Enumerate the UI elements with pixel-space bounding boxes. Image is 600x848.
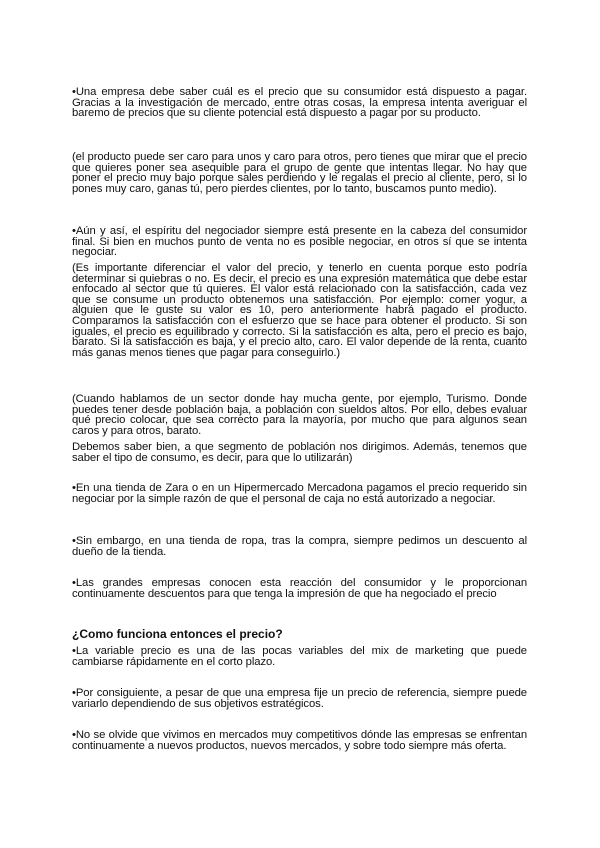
paragraph-competitive-markets: •No se olvide que vivimos en mercados muy competitivos dónde las empresas se enfrentan continuamente a nuevos productos, nuevos mercados, y sobre todo siempre más oferta. [72, 729, 527, 752]
paragraph-negotiator-spirit: •Aún y así, el espíritu del negociador siempre está presente en la cabeza del consumidor final. Si bien en muchos punto de venta no es posible negociar, en otros sí que se intenta negociar. [72, 225, 527, 259]
section-heading: ¿Como funciona entonces el precio? [72, 627, 283, 641]
paragraph-price-willingness: •Una empresa debe saber cuál es el precio que su consumidor está dispuesto a pagar. Gracias a la investigación de mercado, entre otras cosas, la empresa intenta averiguar el baremo de precios que su cliente potencial está dispuesto a pagar por su producto. [72, 86, 527, 120]
paragraph-reference-price: •Por consiguiente, a pesar de que una empresa fije un precio de referencia, siempre puede variarlo dependiendo de sus objetivos estratégicos. [72, 687, 527, 710]
paragraph-population-segment: Debemos saber bien, a que segmento de población nos dirigimos. Además, tenemos que saber el tipo de consumo, es decir, para que lo utilizarán) [72, 441, 527, 464]
paragraph-tourism-example: (Cuando hablamos de un sector donde hay mucha gente, por ejemplo, Turismo. Donde puedes tener desde población baja, a población con sueldos altos. Por ello, debes evaluar qué precio colocar, que sea correcto para la mayoría, por mucho que para algunos sean caros y para otros, barato. [72, 393, 527, 437]
paragraph-price-variable: •La variable precio es una de las pocas variables del mix de marketing que puede cambiarse rápidamente en el corto plazo. [72, 645, 527, 668]
paragraph-clothing-store-discount: •Sin embargo, en una tienda de ropa, tras la compra, siempre pedimos un descuento al dueño de la tienda. [72, 535, 527, 558]
paragraph-large-companies-discounts: •Las grandes empresas conocen esta reacción del consumidor y le proporcionan continuamente descuentos para que tenga la impresión de que ha negociado el precio [72, 577, 527, 600]
paragraph-value-vs-price: (Es importante diferenciar el valor del precio, y tenerlo en cuenta porque esto podría determinar si quiebras o no. Es decir, el precio es una expresión matemática que debe estar enfocado al sector que tú quieres. El valor está relacionado con la satisfacción, cada vez que se consume un producto obtenemos una satisfacción. Por ejemplo: comer yogur, a alguien que le guste su valor es 10, pero anteriormente habrá pagado el producto. Comparamos la satisfacción con el esfuerzo que se hace para obtener el producto. Si son iguales, el precio es equilibrado y correcto. Si la satisfacción es alta, pero el precio es bajo, barato. Si la satisfacción es baja, y el precio alto, caro. El valor depende de la renta, cuanto más ganas menos tienes que pagar para conseguirlo.) [72, 262, 527, 359]
paragraph-affordable-price-note: (el producto puede ser caro para unos y caro para otros, pero tienes que mirar que el precio que quieres poner sea asequible para el grupo de gente que intentas llegar. No hay que poner el precio muy bajo porque sales perdiendo y le regalas el precio al cliente, pero, si lo pones muy caro, ganas tú, pero pierdes clientes, por lo tanto, buscamos punto medio). [72, 151, 527, 195]
paragraph-zara-mercadona: •En una tienda de Zara o en un Hipermercado Mercadona pagamos el precio requerido sin negociar por la simple razón de que el personal de caja no está autorizado a negociar. [72, 482, 527, 505]
